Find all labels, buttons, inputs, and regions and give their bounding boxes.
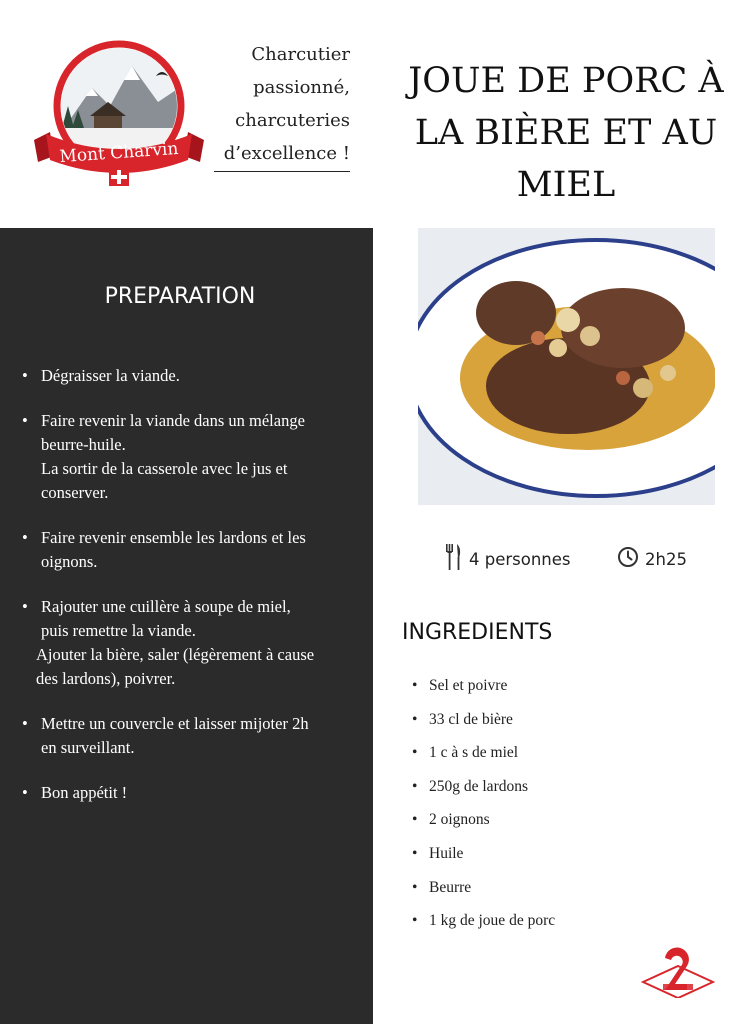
fork-knife-icon xyxy=(445,543,469,575)
logo-text: Mont Charvin xyxy=(58,138,180,168)
preparation-step xyxy=(22,781,362,805)
step-line: oignons. xyxy=(41,552,98,571)
step-line: beurre-huile. xyxy=(41,435,126,454)
ingredient-item: • 2 oignons xyxy=(412,808,555,842)
recipe-title xyxy=(388,55,744,211)
step-line: • Bon appétit ! xyxy=(41,783,128,802)
preparation-step xyxy=(22,712,362,760)
step-line: Ajouter la bière, saler (légèrement à cause xyxy=(36,645,315,664)
ingredients-heading: INGREDIENTS xyxy=(402,620,553,645)
ingredient-item: • 1 kg de joue de porc xyxy=(412,909,555,943)
preparation-step xyxy=(22,526,362,574)
servings-info xyxy=(445,544,571,574)
ingredient-item: • 33 cl de bière xyxy=(412,708,555,742)
clock-icon xyxy=(617,546,645,572)
time-info xyxy=(617,544,687,574)
step-line: • Faire revenir ensemble les lardons et les xyxy=(41,528,306,547)
brand-logo xyxy=(28,36,210,192)
title-line: MIEL xyxy=(516,165,616,205)
brand-tagline xyxy=(214,38,350,170)
ingredient-item: • Huile xyxy=(412,842,555,876)
preparation-steps xyxy=(22,364,362,826)
dish-photo xyxy=(418,228,715,505)
step-line: en surveillant. xyxy=(41,738,135,757)
ingredient-item: • 250g de lardons xyxy=(412,775,555,809)
step-line: • Dégraisser la viande. xyxy=(41,366,180,385)
title-line: LA BIÈRE ET AU xyxy=(414,113,718,153)
tagline-line: charcuteries xyxy=(235,110,350,131)
ingredient-item: • 1 c à s de miel xyxy=(412,741,555,775)
tagline-line: Charcutier xyxy=(251,44,350,65)
step-line: • Mettre un couvercle et laisser mijoter 2h xyxy=(41,714,309,733)
tagline-line: passionné, xyxy=(253,77,350,98)
preparation-step xyxy=(22,595,362,691)
title-line: JOUE DE PORC À xyxy=(408,61,724,101)
step-line: conserver. xyxy=(41,483,109,502)
step-line: La sortir de la casserole avec le jus et xyxy=(41,459,288,478)
ingredient-item: • Sel et poivre xyxy=(412,674,555,708)
time-text: 2h25 xyxy=(645,549,687,569)
tagline-line: d’excellence ! xyxy=(223,143,350,164)
artisan-logo xyxy=(641,944,715,998)
step-line: • Faire revenir la viande dans un mélange xyxy=(41,411,305,430)
preparation-step xyxy=(22,409,362,505)
preparation-step xyxy=(22,364,362,388)
tagline-divider xyxy=(214,171,350,172)
ingredient-item: • Beurre xyxy=(412,876,555,910)
ingredients-list xyxy=(412,674,555,943)
step-line: des lardons), poivrer. xyxy=(36,669,176,688)
servings-text: 4 personnes xyxy=(469,549,571,569)
step-line: • Rajouter une cuillère à soupe de miel, xyxy=(41,597,291,616)
preparation-heading: PREPARATION xyxy=(104,284,256,309)
step-line: puis remettre la viande. xyxy=(41,621,196,640)
